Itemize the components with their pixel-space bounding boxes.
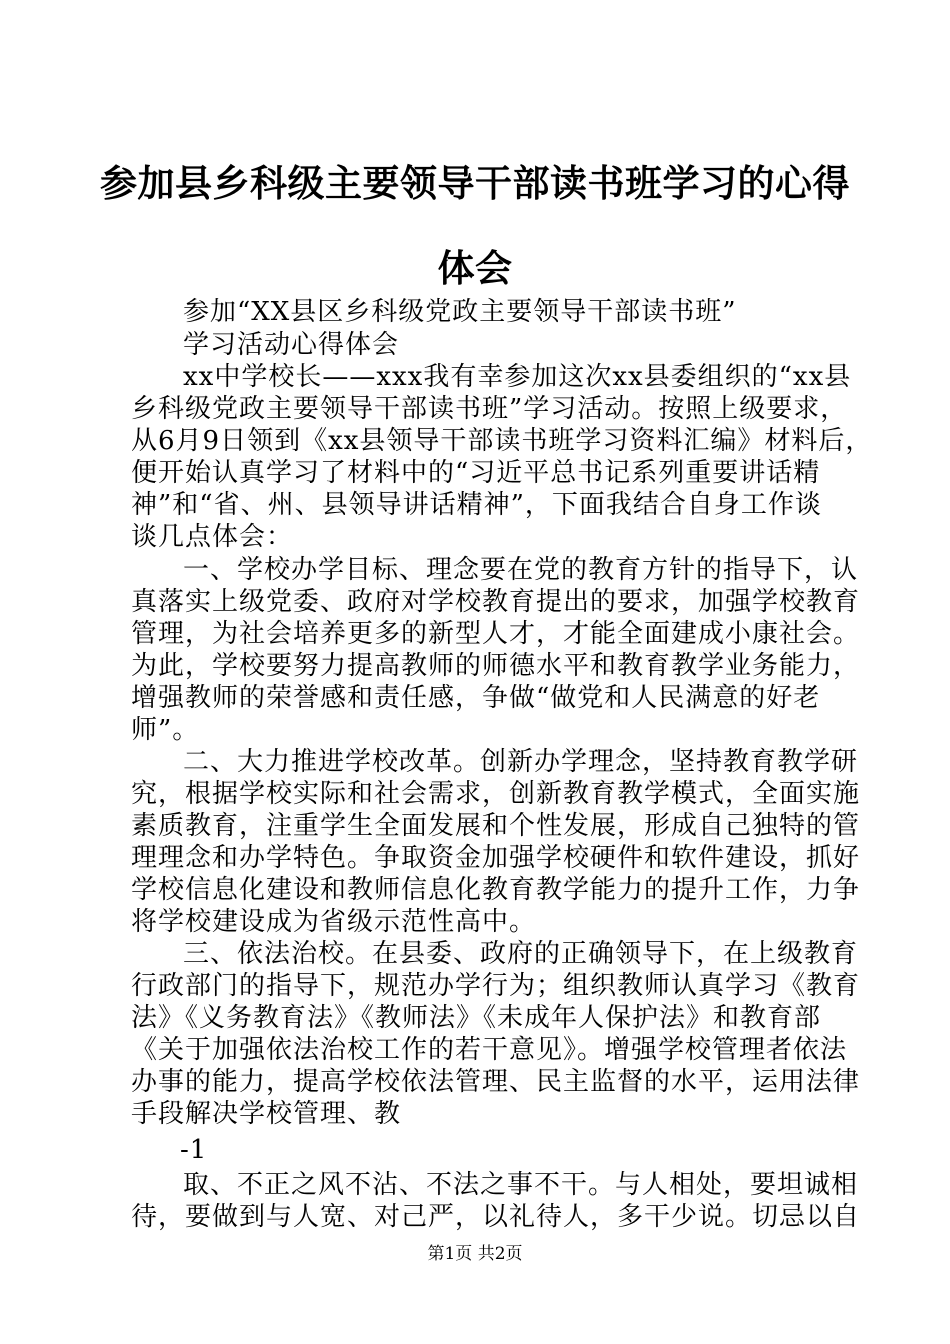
text-line: 素质教育，注重学生全面发展和个性发展，形成自己独特的管	[131, 811, 861, 841]
text-line: 取、不正之风不沾、不法之事不干。与人相处，要坦诚相	[183, 1170, 859, 1200]
document-title-line-1: 参加县乡科级主要领导干部读书班学习的心得	[100, 161, 850, 205]
text-line: 究，根据学校实际和社会需求，创新教育教学模式，全面实施	[131, 779, 861, 809]
text-line: 学习活动心得体会	[183, 330, 400, 360]
text-line: 三、依法治校。在县委、政府的正确领导下，在上级教育	[183, 939, 859, 969]
text-line: 从6月9日领到《xx县领导干部读书班学习资料汇编》材料后，	[131, 426, 873, 456]
text-line: 法》《义务教育法》《教师法》《未成年人保护法》和教育部	[131, 1003, 822, 1033]
text-line: 《关于加强依法治校工作的若干意见》。增强学校管理者依法	[131, 1035, 848, 1065]
text-line: 一、学校办学目标、理念要在党的教育方针的指导下，认	[183, 555, 859, 585]
text-line: 办事的能力，提高学校依法管理、民主监督的水平，运用法律	[131, 1067, 861, 1097]
text-line: 二、大力推进学校改革。创新办学理念，坚持教育教学研	[183, 747, 859, 777]
text-line: 神”和“省、州、县领导讲话精神”，下面我结合自身工作谈	[131, 490, 822, 520]
text-line: 增强教师的荣誉感和责任感，争做“做党和人民满意的好老	[131, 683, 821, 713]
text-line: 真落实上级党委、政府对学校教育提出的要求，加强学校教育	[131, 587, 861, 617]
text-line: 理理念和办学特色。争取资金加强学校硬件和软件建设，抓好	[131, 843, 861, 873]
text-line: xx中学校长——xxx我有幸参加这次xx县委组织的“xx县	[183, 362, 852, 392]
text-line: 谈几点体会：	[131, 522, 294, 552]
text-line: 行政部门的指导下，规范办学行为；组织教师认真学习《教育	[131, 971, 861, 1001]
text-line: 乡科级党政主要领导干部读书班”学习活动。按照上级要求，	[131, 394, 848, 424]
text-line: 学校信息化建设和教师信息化教育教学能力的提升工作，力争	[131, 875, 861, 905]
text-line: 待，要做到与人宽、对己严，以礼待人，多干少说。切忌以自	[131, 1202, 861, 1232]
text-line: 将学校建设成为省级示范性高中。	[131, 907, 537, 937]
text-line: 便开始认真学习了材料中的“习近平总书记系列重要讲话精	[131, 458, 821, 488]
text-line: 参加“XX县区乡科级党政主要领导干部读书班”	[183, 297, 737, 327]
page-marker: -1	[180, 1135, 208, 1165]
page-footer: 第1页 共2页	[427, 1244, 523, 1264]
text-line: 师”。	[131, 715, 200, 745]
document-title-line-2: 体会	[437, 246, 513, 290]
text-line: 管理，为社会培养更多的新型人才，才能全面建成小康社会。	[131, 619, 861, 649]
text-line: 手段解决学校管理、教	[131, 1099, 402, 1129]
text-line: 为此，学校要努力提高教师的师德水平和教育教学业务能力，	[131, 651, 861, 681]
